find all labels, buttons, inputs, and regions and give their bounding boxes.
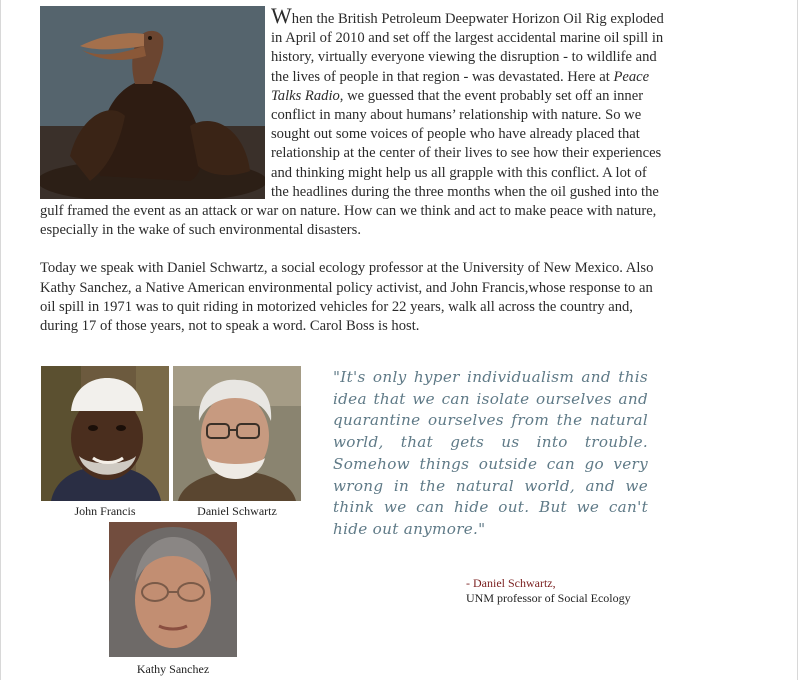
kathy-sanchez-caption: Kathy Sanchez — [136, 662, 210, 676]
attribution-title: UNM professor of Social Ecology — [466, 590, 631, 605]
article-body — [40, 3, 668, 336]
intro-text-start: hen the British Petroleum Deepwater Horizon Oil Rig exploded in April of 2010 and set off the largest accidental marine oil spill in history, virtually everyone viewing the disruption - to wildlife and the lives of people in that region - was devastated. Here at — [271, 11, 664, 85]
daniel-schwartz-caption: Daniel Schwartz — [197, 504, 277, 518]
attribution-name: - Daniel Schwartz, — [466, 576, 556, 590]
show-name: Peace Talks Radio — [271, 68, 650, 104]
kathy-sanchez-photo — [109, 522, 237, 657]
oiled-pelican-photo — [40, 6, 265, 199]
drop-cap: W — [271, 3, 292, 28]
john-francis-caption: John Francis — [74, 504, 136, 518]
daniel-schwartz-photo — [173, 366, 301, 501]
intro-text-end: , we guessed that the event probably set off an inner conflict in many about humans’ relationship with nature. So we sought out some voices of people who have already placed that relationship at the center of their lives to see how their experiences and thinking might help us all grapple with this conflict. A lot of the headlines during the three months when the oil gushed into the gulf framed the event as an attack or war on nature. How can we think and act to make peace with nature, especially in the wake of such environmental disasters. — [40, 87, 662, 239]
guests-paragraph: Today we speak with Daniel Schwartz, a social ecology professor at the University of New Mexico. Also Kathy Sanchez, a Native American environmental policy activist, and John Francis,whose response to an oil spill in 1971 was to quit riding in motorized vehicles for 22 years, walk all across the country and, during 17 of those years, not to speak a word. Carol Boss is host. — [40, 260, 654, 335]
page-border-left — [0, 0, 1, 680]
john-francis-photo — [41, 366, 169, 501]
quote-attribution — [466, 576, 631, 605]
pull-quote: "It's only hyper individualism and this idea that we can isolate ourselves and quarantine ourselves from the natural world, that gets us into trouble. Somehow things outside can go very wrong in the natural world, and we think we can hide out. But we can't hide out anymore." — [333, 368, 648, 538]
page-border-right — [797, 0, 798, 680]
